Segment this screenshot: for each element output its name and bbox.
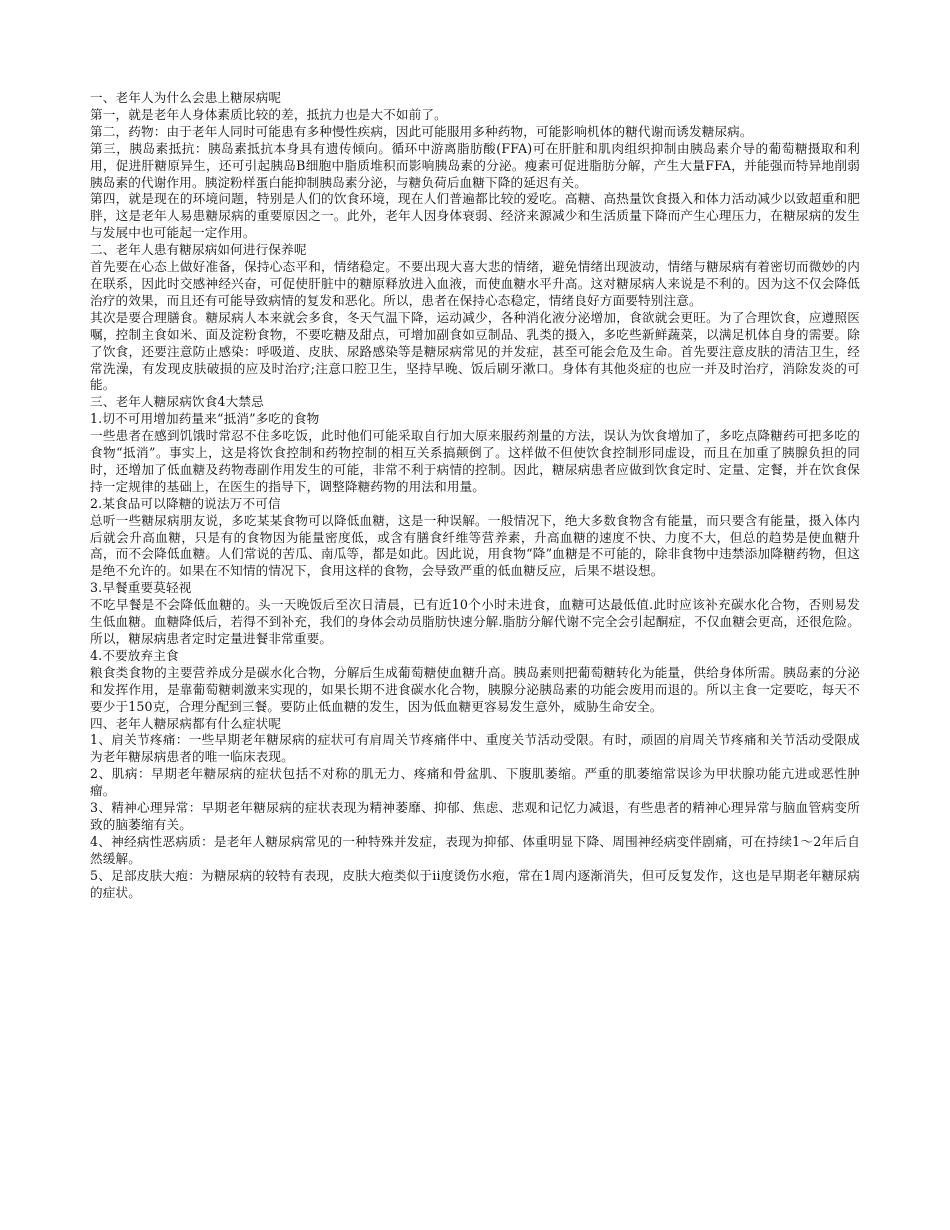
subheading: 4.不要放弃主食 <box>90 647 179 663</box>
subheading: 2.某食品可以降糖的说法万不可信 <box>90 495 281 511</box>
list-item: 4、神经病性恶病质：是老年人糖尿病常见的一种特殊并发症，表现为抑郁、体重明显下降、周围神经病变伴剧痛，可在持续1～2年后自然缓解。 <box>90 833 860 866</box>
paragraph: 首先要在心态上做好准备，保持心态平和，情绪稳定。不要出现大喜大悲的情绪，避免情绪出现波动，情绪与糖尿病有着密切而微妙的内在联系，因此时交感神经兴奋，可促使肝脏中的糖原释放进入血液，而使血糖水平升高。这对糖尿病人来说是不利的。因为这不仅会降低治疗的效果，而且还有可能导致病情的复发和恶化。所以，患者在保持心态稳定，情绪良好方面要特别注意。 <box>90 259 860 308</box>
paragraph: 其次是要合理膳食。糖尿病人本来就会多食，冬天气温下降，运动减少，各种消化液分泌增加，食欲就会更旺。为了合理饮食，应遵照医嘱，控制主食如米、面及淀粉食物，不要吃糖及甜点，可增加副食如豆制品、乳类的摄入，多吃些新鲜蔬菜，以满足机体自身的需要。除了饮食，还要注意防止感染：呼吸道、皮肤、尿路感染等是糖尿病常见的并发症，甚至可能会危及生命。首先要注意皮肤的清洁卫生，经常洗澡，有发现皮肤破损的应及时治疗;注意口腔卫生，坚持早晚、饭后刷牙漱口。身体有其他炎症的也应一并及时治疗，消除发炎的可能。 <box>90 309 860 393</box>
list-item: 3、精神心理异常：早期老年糖尿病的症状表现为精神萎靡、抑郁、焦虑、悲观和记忆力减退，有些患者的精神心理异常与脑血管病变所致的脑萎缩有关。 <box>90 800 860 832</box>
paragraph: 一些患者在感到饥饿时常忍不住多吃饭，此时他们可能采取自行加大原来服药剂量的方法，误认为饮食增加了，多吃点降糖药可把多吃的食物“抵消”。事实上，这是将饮食控制和药物控制的相互关系搞颠倒了。这样做不但使饮食控制形同虚设，而且在加重了胰腺负担的同时，还增加了低血糖及药物毒副作用发生的可能，非常不利于病情的控制。因此，糖尿病患者应做到饮食定时、定量、定餐，并在饮食保持一定规律的基础上，在医生的指导下，调整降糖药物的用法和用量。 <box>90 428 860 494</box>
paragraph: 第二，药物：由于老年人同时可能患有多种慢性疾病，因此可能服用多种药物，可能影响机体的糖代谢而诱发糖尿病。 <box>90 123 753 139</box>
section-heading-2: 二、老年人患有糖尿病如何进行保养呢 <box>90 242 307 258</box>
subheading: 1.切不可用增加药量来“抵消”多吃的食物 <box>90 411 320 427</box>
paragraph: 粮食类食物的主要营养成分是碳水化合物，分解后生成葡萄糖使血糖升高。胰岛素则把葡萄糖转化为能量，供给身体所需。胰岛素的分泌和发挥作用，是靠葡萄糖刺激来实现的，如果长期不进食碳水化合物，胰腺分泌胰岛素的功能会废用而退的。所以主食一定要吃，每天不要少于150克，合理分配到三餐。要防止低血糖的发生，因为低血糖更容易发生意外，威胁生命安全。 <box>90 664 860 714</box>
paragraph: 第一，就是老年人身体素质比较的差，抵抗力也是大不如前了。 <box>90 106 447 122</box>
paragraph: 第四，就是现在的环境问题，特别是人们的饮食环境，现在人们普遍都比较的爱吃。高糖、高热量饮食摄入和体力活动减少以致超重和肥胖，这是老年人易患糖尿病的重要原因之一。此外，老年人因身体衰弱、经济来源减少和生活质量下降而产生心理压力，在糖尿病的发生与发展中也可能起一定作用。 <box>90 191 860 241</box>
list-item: 1、肩关节疼痛：一些早期老年糖尿病的症状可有肩周关节疼痛伴中、重度关节活动受限。有时，顽固的肩周关节疼痛和关节活动受限成为老年糖尿病患者的唯一临床表现。 <box>90 732 860 765</box>
paragraph: 第三，胰岛素抵抗：胰岛素抵抗本身具有遗传倾向。循环中游离脂肪酸(FFA)可在肝脏和肌肉组织抑制由胰岛素介导的葡萄糖摄取和利用，促进肝糖原异生，还可引起胰岛B细胞中脂质堆积而影响胰岛素的分泌。瘦素可促进脂肪分解，产生大量FFA，并能强而特异地削弱胰岛素的代谢作用。胰淀粉样蛋白能抑制胰岛素分泌，与糖负荷后血糖下降的延迟有关。 <box>90 140 860 190</box>
document-body <box>90 90 860 902</box>
paragraph: 总听一些糖尿病朋友说，多吃某某食物可以降低血糖，这是一种误解。一般情况下，绝大多数食物含有能量，而只要含有能量，摄入体内后就会升高血糖，只是有的食物因为能量密度低，或含有膳食纤维等营养素，升高血糖的速度不快、力度不大，但总的趋势是使血糖升高，而不会降低血糖。人们常说的苦瓜、南瓜等，都是如此。因此说，用食物“降”血糖是不可能的，除非食物中违禁添加降糖药物，但这是绝不允许的。如果在不知情的情况下，食用这样的食物，会导致严重的低血糖反应，后果不堪设想。 <box>90 512 860 579</box>
subheading: 3.早餐重要莫轻视 <box>90 580 192 596</box>
list-item: 5、足部皮肤大疱：为糖尿病的较特有表现，皮肤大疱类似于ii度烫伤水疱，常在1周内逐渐消失，但可反复发作，这也是早期老年糖尿病的症状。 <box>90 867 860 900</box>
section-heading-3: 三、老年人糖尿病饮食4大禁忌 <box>90 394 264 410</box>
section-heading-4: 四、老年人糖尿病都有什么症状呢 <box>90 715 282 731</box>
section-heading-1: 一、老年人为什么会患上糖尿病呢 <box>90 90 282 105</box>
paragraph: 不吃早餐是不会降低血糖的。头一天晚饭后至次日清晨，已有近10个小时未进食，血糖可达最低值.此时应该补充碳水化合物，否则易发生低血糖。血糖降低后，若得不到补充，我们的身体会动员脂肪快速分解.脂肪分解代谢不完全会引起酮症，不仅血糖会更高，还很危险。所以，糖尿病患者定时定量进餐非常重要。 <box>90 597 860 646</box>
list-item: 2、肌病：早期老年糖尿病的症状包括不对称的肌无力、疼痛和骨盆肌、下腹肌萎缩。严重的肌萎缩常误诊为甲状腺功能亢进或恶性肿瘤。 <box>90 766 860 799</box>
